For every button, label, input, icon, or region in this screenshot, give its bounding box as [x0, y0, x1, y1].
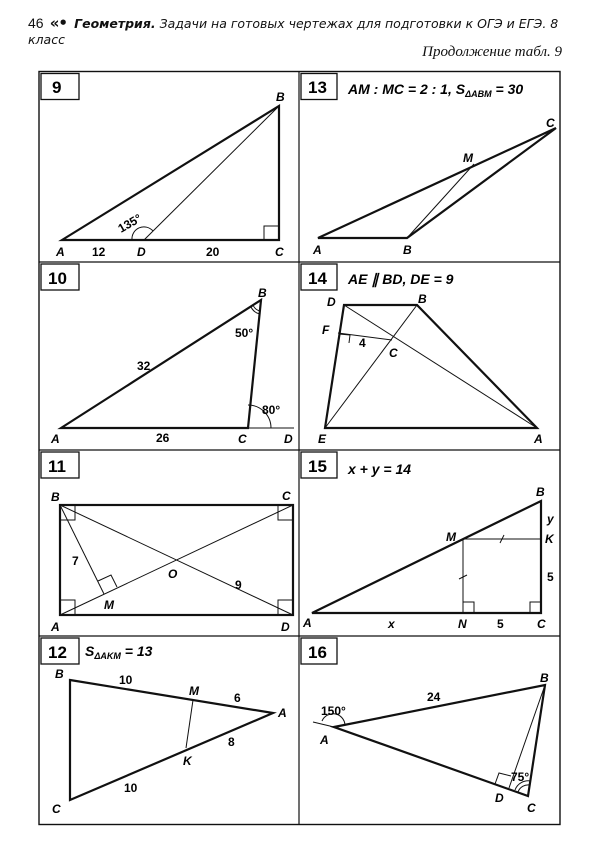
- length-label-od: 9: [235, 578, 242, 592]
- point-label-a: A: [278, 706, 287, 720]
- condition-text: S: [85, 643, 95, 659]
- length-label-ak: 8: [228, 735, 235, 749]
- condition-subscript: ΔABM: [465, 89, 492, 99]
- length-label-ab: 32: [137, 359, 151, 373]
- point-label-m: M: [463, 151, 473, 165]
- problem-number: 16: [308, 643, 327, 662]
- trapezoid-dbae: [325, 305, 537, 428]
- point-label-c: C: [238, 432, 247, 446]
- problem-10: [41, 264, 294, 446]
- page-number: 46: [28, 15, 44, 31]
- length-label-bk: y: [547, 512, 554, 526]
- right-angle-mark: [339, 334, 350, 343]
- point-label-c: C: [537, 617, 546, 631]
- right-angle-mark-c: [530, 602, 541, 613]
- problem-13: [301, 74, 556, 258]
- right-angle-mark-d: [495, 773, 511, 784]
- length-label-fc: 4: [359, 336, 366, 350]
- angle-label-c: 75°: [511, 770, 530, 784]
- condition-tail: = 30: [491, 81, 524, 97]
- length-label-kc: 5: [547, 570, 554, 584]
- point-label-c: C: [275, 245, 284, 259]
- point-label-n: N: [458, 617, 467, 631]
- segment-bm: [407, 164, 474, 238]
- point-label-d: D: [281, 620, 290, 634]
- point-label-a: A: [534, 432, 543, 446]
- problem-condition: [85, 643, 153, 661]
- point-label-o: O: [168, 567, 178, 581]
- table-continuation-caption: Продолжение табл. 9: [422, 44, 562, 60]
- point-label-a: A: [51, 620, 60, 634]
- condition-text: AM : MC = 2 : 1, S: [348, 81, 466, 97]
- length-label-ab: 24: [427, 690, 441, 704]
- condition-tail: = 13: [120, 643, 153, 659]
- point-label-d: D: [284, 432, 293, 446]
- exterior-angle-label-a: 150°: [321, 704, 346, 718]
- point-label-d: D: [327, 295, 336, 309]
- point-label-c: C: [389, 346, 398, 360]
- book-title-bold: Геометрия.: [74, 16, 156, 31]
- length-label-ad: 12: [92, 245, 106, 259]
- triangle-abc: [62, 106, 279, 240]
- diagonal-be: [325, 305, 417, 428]
- length-label-dc: 20: [206, 245, 220, 259]
- problem-number: 14: [308, 269, 327, 288]
- condition-subscript: ΔAKM: [94, 651, 121, 661]
- problem-number: 13: [308, 78, 327, 97]
- problem-number: 15: [308, 457, 327, 476]
- right-angle-mark-d: [278, 600, 293, 615]
- point-label-b: B: [418, 292, 427, 306]
- series-logo: «•: [49, 14, 67, 32]
- problem-15: [301, 452, 555, 631]
- length-label-bm: 7: [72, 554, 79, 568]
- problem-9: [41, 74, 285, 260]
- book-subtitle: Задачи на готовых чертежах для подготовки к ОГЭ и ЕГЭ. 8 класс: [28, 16, 559, 47]
- point-label-b: B: [403, 243, 412, 257]
- point-label-b: B: [540, 671, 549, 685]
- right-angle-mark-a: [60, 600, 75, 615]
- triangle-abc: [318, 128, 556, 238]
- segment-mk: [186, 700, 193, 748]
- point-label-a: A: [320, 733, 329, 747]
- triangle-abc: [70, 680, 273, 800]
- problem-number: 9: [52, 78, 62, 97]
- point-label-b: B: [51, 490, 60, 504]
- triangle-abc: [61, 300, 261, 428]
- length-label-bm: 10: [119, 673, 133, 687]
- problem-14: [301, 264, 543, 446]
- triangle-abc: [312, 501, 541, 613]
- point-label-m: M: [446, 530, 456, 544]
- right-angle-mark-n: [463, 602, 474, 613]
- point-label-c: C: [282, 489, 291, 503]
- point-label-d: D: [137, 245, 146, 259]
- angle-label-adb: 135°: [115, 211, 145, 236]
- angle-label-b: 50°: [235, 326, 254, 340]
- right-angle-mark: [264, 226, 279, 240]
- point-label-b: B: [258, 286, 267, 300]
- point-label-k: K: [545, 532, 554, 546]
- point-label-b: B: [536, 485, 545, 499]
- point-label-m: M: [189, 684, 199, 698]
- problem-11: [41, 452, 293, 634]
- segment-bd: [144, 106, 279, 240]
- extension-ca: [313, 722, 334, 727]
- right-angle-mark-c: [278, 505, 293, 520]
- point-label-a: A: [303, 616, 312, 630]
- point-label-b: B: [276, 90, 285, 104]
- perpendicular-bm: [60, 505, 104, 594]
- point-label-c: C: [546, 116, 555, 130]
- point-label-e: E: [318, 432, 327, 446]
- point-label-a: A: [51, 432, 60, 446]
- length-label-ma: 6: [234, 691, 241, 705]
- angle-label-exterior-c: 80°: [262, 403, 281, 417]
- length-label-ac: 26: [156, 431, 170, 445]
- length-label-kc: 10: [124, 781, 138, 795]
- point-label-k: K: [183, 754, 192, 768]
- problem-number: 12: [48, 643, 67, 662]
- point-label-c: C: [527, 801, 536, 815]
- point-label-m: M: [104, 598, 114, 612]
- right-angle-mark-m: [98, 575, 117, 587]
- length-label-an: x: [388, 617, 395, 631]
- point-label-a: A: [313, 243, 322, 257]
- problem-condition: AE ∥ BD, DE = 9: [348, 271, 454, 287]
- right-angle-mark-b: [60, 505, 75, 520]
- point-label-d: D: [495, 791, 504, 805]
- length-label-nc: 5: [497, 617, 504, 631]
- problem-number: 10: [48, 269, 67, 288]
- point-label-b: B: [55, 667, 64, 681]
- problem-condition: x + y = 14: [348, 461, 412, 477]
- problem-condition: [347, 81, 523, 99]
- point-label-c: C: [52, 802, 61, 816]
- point-label-f: F: [322, 323, 330, 337]
- problem-number: 11: [48, 457, 66, 476]
- angle-arc: [132, 227, 153, 240]
- problem-12: [41, 638, 287, 816]
- diagonal-da: [344, 305, 537, 428]
- point-label-a: A: [56, 245, 65, 259]
- problem-16: [301, 638, 549, 815]
